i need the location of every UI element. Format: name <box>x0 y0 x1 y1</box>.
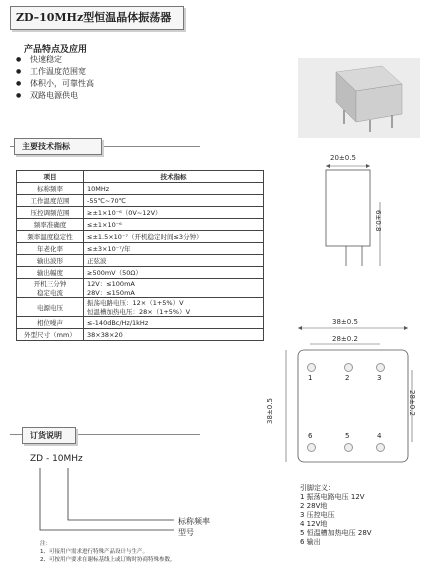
features-heading: 产品特点及应用 <box>24 45 88 55</box>
table-row <box>17 195 264 207</box>
table-row <box>17 329 264 341</box>
dim-side-width: 20±0.5 <box>330 154 356 162</box>
spec-value: ≤±3×10⁻⁷/年 <box>84 243 264 255</box>
spec-label: 输出幅度 <box>17 267 84 279</box>
pin-label: 6 <box>308 432 313 440</box>
notes-heading: 注： <box>40 541 52 547</box>
pin-4 <box>376 443 385 452</box>
pin-legend-item: 6 输出 <box>300 538 321 546</box>
spec-value: 振荡电路电压：12×（1+5%）V 恒温槽加热电压：28×（1+5%）V <box>84 298 264 317</box>
spec-value: 12V：≤100mA 28V：≤150mA <box>84 279 264 298</box>
table-row <box>17 183 264 195</box>
spec-value: ≤-140dBc/Hz/1kHz <box>84 317 264 329</box>
note-item: 1、可接用户需求进行特殊产品设计与生产。 <box>40 549 149 555</box>
spec-label: 外型尺寸（mm） <box>17 329 84 341</box>
table-row <box>17 267 264 279</box>
table-row <box>17 207 264 219</box>
ordering-heading: 订货说明 <box>30 431 62 440</box>
spec-value: 正弦波 <box>84 255 264 267</box>
spec-label: 输出波形 <box>17 255 84 267</box>
notes <box>40 540 176 564</box>
pin-1 <box>307 363 316 372</box>
feature-item: ● 体积小，可靠性高 <box>16 78 94 90</box>
pin-6 <box>307 443 316 452</box>
pin-legend-heading: 引脚定义： <box>300 484 335 492</box>
spec-value: ≥500mV（50Ω） <box>84 267 264 279</box>
note-item: 2、可按用户要求在谢标基线上或订购时协商特殊参数。 <box>40 557 176 563</box>
specs-heading: 主要技术指标 <box>22 142 70 151</box>
spec-value: -55℃~70℃ <box>84 195 264 207</box>
dim-pin-span-x: 28±0.2 <box>332 335 358 343</box>
pin-5 <box>344 443 353 452</box>
table-row <box>17 243 264 255</box>
product-photo <box>298 58 420 138</box>
spec-table <box>16 170 264 341</box>
table-row <box>17 298 264 317</box>
spec-label: 压控调频范围 <box>17 207 84 219</box>
table-row <box>17 219 264 231</box>
label-freq: 标称频率 <box>178 517 210 526</box>
pin-3 <box>376 363 385 372</box>
table-header-row <box>17 171 264 183</box>
spec-label: 开机三分钟 稳定电流 <box>17 279 84 298</box>
page-title: ZD–10MHz型恒温晶体振荡器 <box>16 11 172 24</box>
pin-label: 1 <box>308 374 313 382</box>
spec-label: 频率准确度 <box>17 219 84 231</box>
spec-value: ≤±1×10⁻⁶ <box>84 219 264 231</box>
label-model: 型号 <box>178 528 194 537</box>
pin-legend-item: 1 振荡电路电压 12V <box>300 493 365 501</box>
pin-legend-item: 5 恒温槽加热电压 28V <box>300 529 372 537</box>
table-header: 项目 <box>17 171 84 183</box>
feature-item: ● 双路电源供电 <box>16 90 94 102</box>
pin-legend <box>300 484 372 547</box>
pin-label: 3 <box>377 374 382 382</box>
dim-side-height: 6±0.8 <box>374 210 382 232</box>
spec-label: 频率温度稳定性 <box>17 231 84 243</box>
model-code: ZD - 10MHz <box>30 454 83 464</box>
pin-label: 4 <box>377 432 382 440</box>
pin-legend-item: 4 12V地 <box>300 520 328 528</box>
features-list <box>16 54 94 102</box>
spec-label: 电源电压 <box>17 298 84 317</box>
spec-value: ≥±1×10⁻⁶（0V~12V） <box>84 207 264 219</box>
table-header: 技术指标 <box>84 171 264 183</box>
spec-value: 10MHz <box>84 183 264 195</box>
spec-value: 38×38×20 <box>84 329 264 341</box>
spec-value: ≤±1.5×10⁻⁷（开机稳定时间≤3分钟） <box>84 231 264 243</box>
ordering-callout-lines <box>30 466 190 536</box>
feature-item: ● 快速稳定 <box>16 54 94 66</box>
spec-label: 标称频率 <box>17 183 84 195</box>
pin-legend-item: 3 压控电压 <box>300 511 335 519</box>
pin-legend-item: 2 28V地 <box>300 502 328 510</box>
dim-pin-span-y: 28±0.2 <box>408 390 416 416</box>
table-row <box>17 279 264 298</box>
dim-top-height: 38±0.5 <box>266 398 274 424</box>
spec-label: 相位噪声 <box>17 317 84 329</box>
table-row <box>17 231 264 243</box>
side-view-drawing <box>318 162 398 272</box>
pin-label: 5 <box>345 432 350 440</box>
spec-table-body <box>17 183 264 341</box>
spec-label: 年老化率 <box>17 243 84 255</box>
table-row <box>17 317 264 329</box>
pin-2 <box>344 363 353 372</box>
table-row <box>17 255 264 267</box>
pin-label: 2 <box>345 374 350 382</box>
dim-top-width: 38±0.5 <box>332 318 358 326</box>
spec-label: 工作温度范围 <box>17 195 84 207</box>
feature-item: ● 工作温度范围宽 <box>16 66 94 78</box>
